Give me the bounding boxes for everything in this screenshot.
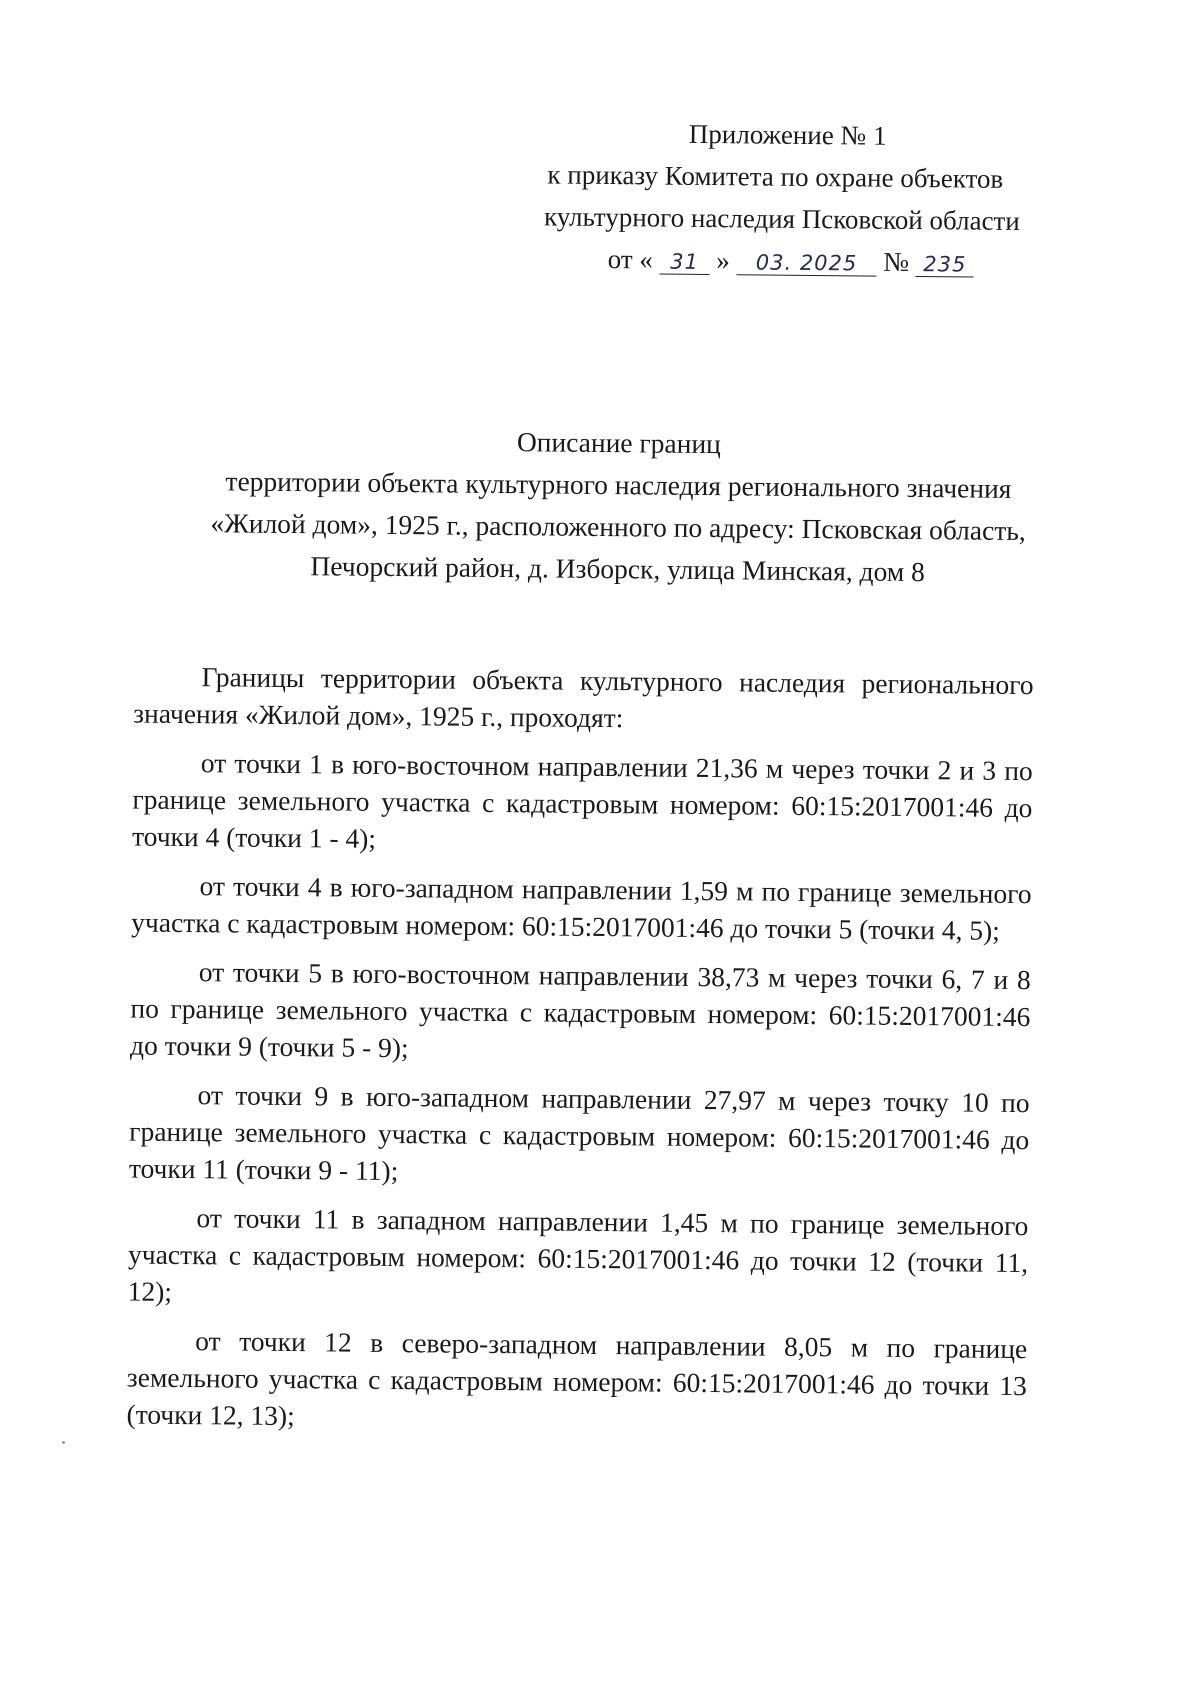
order-number-handwritten: 235 <box>916 252 974 278</box>
date-month-year-handwritten: 03. 2025 <box>736 250 876 276</box>
title-line-3: «Жилой дом», 1925 г., расположенного по адресу: Псковская область, <box>210 507 1026 547</box>
boundary-paragraph-3: от точки 5 в юго-восточном направлении 38,73 м через точки 6, 7 и 8 по границе земельного участка с кадастровым номером: 60:15:2017001:46 до точки 9 (точки 5 - 9); <box>129 956 1031 1064</box>
date-day-handwritten: 31 <box>659 250 709 275</box>
scan-speck <box>62 1441 65 1444</box>
boundary-paragraph-5: от точки 11 в западном направлении 1,45 м по границе земельного участка с кадастровым номером: 60:15:2017001:46 до точки 12 (точки 11, 12); <box>127 1202 1029 1307</box>
number-label: № <box>883 246 910 277</box>
date-prefix: от « <box>607 244 653 275</box>
boundary-paragraph-4: от точки 9 в юго-западном направлении 27,97 м через точку 10 по границе земельного участка с кадастровым номером: 60:15:2017001:46 до точки 11 (точки 9 - 11); <box>128 1079 1030 1187</box>
boundary-paragraph-2: от точки 4 в юго-западном направлении 1,59 м по границе земельного участка с кадастровым номером: 60:15:2017001:46 до точки 5 (точки 4, 5); <box>131 870 1032 946</box>
title-line-2: территории объекта культурного наследия регионального значения <box>225 465 1012 504</box>
order-date-line <box>607 238 974 284</box>
appendix-committee: культурного наследия Псковской области <box>543 201 1020 236</box>
title-line-4: Печорский район, д. Изборск, улица Минская, дом 8 <box>310 550 926 588</box>
title-line-1: Описание границ <box>516 426 722 460</box>
document-title <box>152 418 1084 595</box>
document-body <box>126 658 1034 1454</box>
intro-paragraph: Границы территории объекта культурного наследия регионального значения «Жилой дом», 1925 г., проходят: <box>133 661 1034 734</box>
boundary-paragraph-1: от точки 1 в юго-восточном направлении 21,36 м через точки 2 и 3 по границе земельного участка с кадастровым номером: 60:15:2017001:46 до точки 4 (точки 1 - 4); <box>131 747 1033 854</box>
appendix-number: Приложение № 1 <box>688 118 887 151</box>
date-mid: » <box>716 245 730 276</box>
appendix-order-ref: к приказу Комитета по охране объектов <box>547 159 1004 194</box>
boundary-paragraph-6: от точки 12 в северо-западном направлении 8,05 м по границе земельного участка с кадастровым номером: 60:15:2017001:46 до точки 13 (точки 12, 13); <box>126 1325 1028 1432</box>
